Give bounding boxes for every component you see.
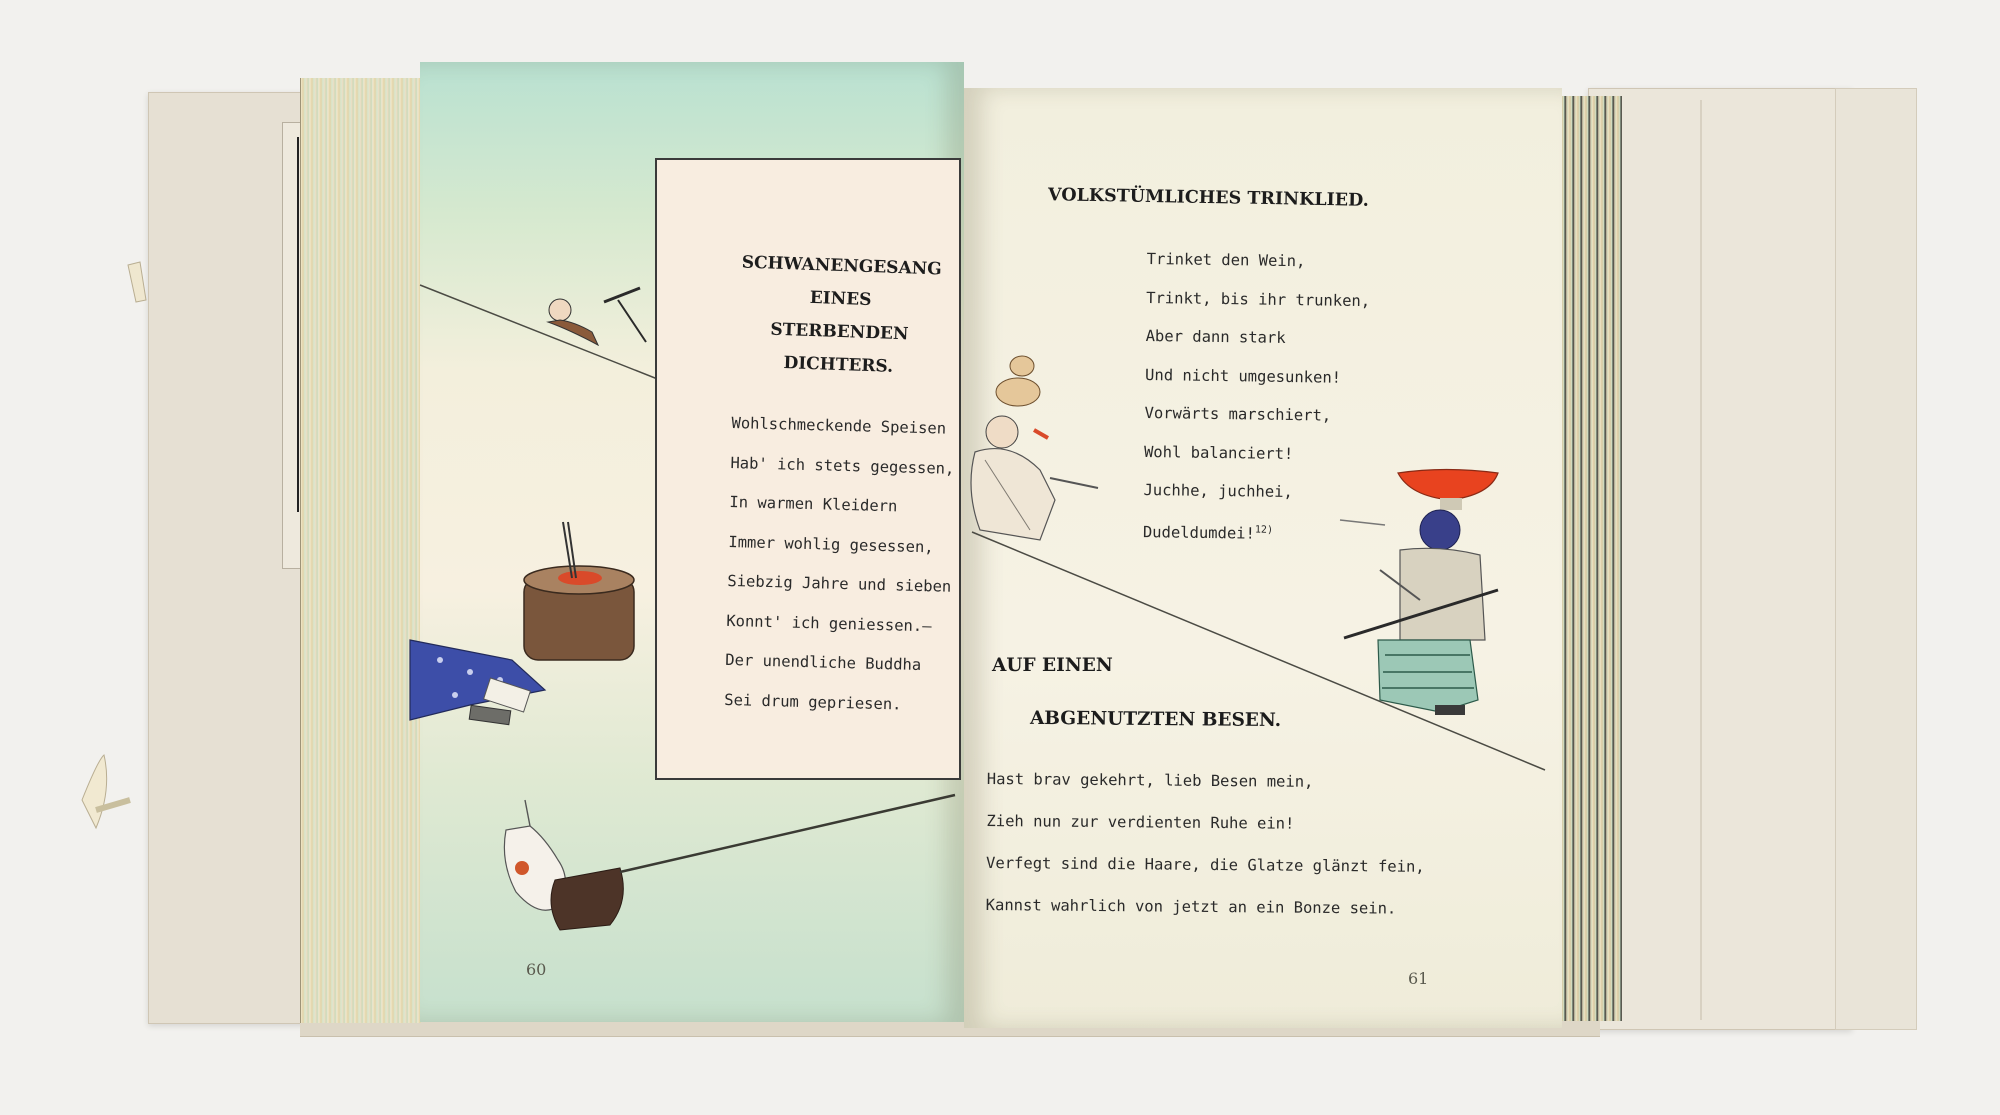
page-number-left: 60 [526, 960, 547, 979]
verse-line: Zieh nun zur verdienten Ruhe ein! [986, 811, 1295, 833]
verse-line: Vorwärts marschiert, [1144, 403, 1332, 425]
verse-line: Sei drum gepriesen. [724, 690, 902, 714]
left-title-line-2: EINES [809, 287, 872, 311]
blue-cloth [410, 640, 545, 725]
verse-line: Kannst wahrlich von jetzt an ein Bonze sein. [985, 895, 1397, 918]
left-poem-title [733, 246, 947, 385]
verse-line: Wohl balanciert! [1143, 442, 1294, 463]
verse-line: Der unendliche Buddha [725, 650, 922, 675]
verse-line: Juchhe, juchhei, [1143, 480, 1293, 502]
left-title-line-1: SCHWANENGESANG [741, 252, 943, 280]
verse-line: Siebzig Jahre und sieben [727, 571, 952, 596]
woman-with-gourd [971, 356, 1098, 540]
besen-title-line-1: AUF EINEN [992, 655, 1113, 676]
besen-title-line-2: ABGENUTZTEN BESEN. [1029, 707, 1282, 732]
right-poem-title: VOLKSTÜMLICHES TRINKLIED. [1047, 185, 1369, 211]
left-title-line-4: DICHTERS. [783, 353, 894, 377]
verse-line: Wohlschmeckende Speisen [731, 413, 947, 438]
besen-poem-verses [986, 758, 1457, 930]
verse-line: In warmen Kleidern [729, 492, 898, 516]
verse-line: Hab' ich stets gegessen, [730, 453, 955, 478]
footnote-mark: 12) [1254, 524, 1274, 536]
verse-line-last [1143, 509, 1444, 555]
verse-line: Trinket den Wein, [1146, 249, 1306, 271]
bone-clasp-bottom [82, 755, 107, 828]
verse-line: Und nicht umgesunken! [1144, 365, 1342, 387]
left-title-line-3: STERBENDEN [770, 319, 909, 345]
verse-line: Trinkt, bis ihr trunken, [1146, 288, 1371, 310]
left-poem-verses [724, 404, 964, 726]
verse-line-text: Dudeldumdei! [1142, 522, 1256, 543]
left-diagonal-line [420, 285, 660, 380]
verse-line: Verfegt sind die Haare, die Glatze glänzt fein, [986, 853, 1425, 876]
musician-figure [548, 288, 646, 345]
right-poem-verses [1143, 240, 1447, 555]
bone-clasp-top [128, 262, 146, 302]
verse-line: Immer wohlig gesessen, [728, 532, 934, 556]
hibachi-brazier [524, 522, 634, 660]
verse-line: Hast brav gekehrt, lieb Besen mein, [986, 769, 1314, 791]
cat-with-broom [504, 795, 955, 930]
page-number-right: 61 [1408, 969, 1429, 988]
verse-line: Aber dann stark [1145, 326, 1286, 347]
verse-line: Konnt' ich geniessen.— [726, 611, 932, 635]
